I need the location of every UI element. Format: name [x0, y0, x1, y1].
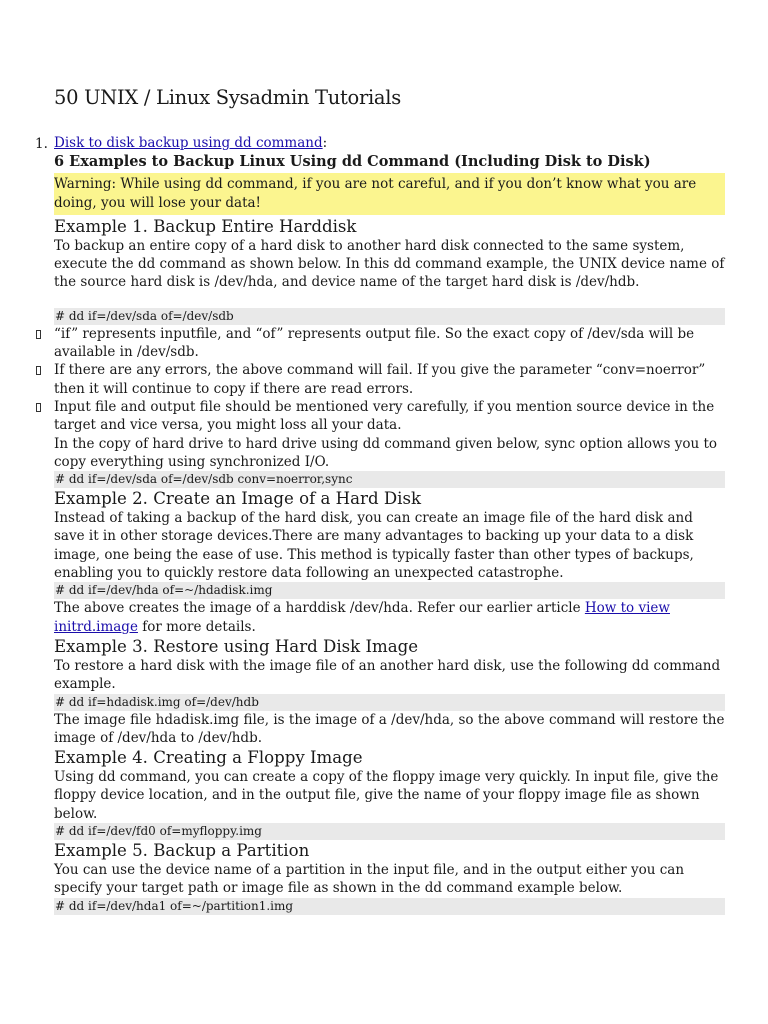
- example-3-intro: To restore a hard disk with the image file of an another hard disk, use the following dd command example.: [54, 657, 721, 693]
- warning-box: Warning: While using dd command, if you are not careful, and if you don’t know what you are doing, you will lose your data!: [54, 173, 725, 215]
- example-4-intro: Using dd command, you can create a copy of the floppy image very quickly. In input file, give the floppy device location, and in the output file, give the name of your floppy image file as shown below.: [54, 769, 719, 822]
- example-3-heading: Example 3. Restore using Hard Disk Image: [54, 636, 419, 656]
- spacer: [54, 292, 725, 308]
- bullet-icon: [36, 366, 41, 375]
- example-4-code: # dd if=/dev/fd0 of=myfloppy.img: [54, 823, 725, 840]
- example-1-code: # dd if=/dev/sda of=/dev/sdb: [54, 308, 725, 325]
- link-colon: :: [322, 135, 328, 151]
- example-3-after: The image file hdadisk.img file, is the image of a /dev/hda, so the above command will restore the image of /dev/hda to /dev/hdb.: [54, 711, 725, 746]
- bullet-icon: [36, 330, 41, 339]
- list-number: 1.: [35, 136, 48, 152]
- article-subtitle: 6 Examples to Backup Linux Using dd Command (Including Disk to Disk): [54, 153, 651, 171]
- example-2-after: [54, 599, 725, 636]
- example-1-code-sync: # dd if=/dev/sda of=/dev/sdb conv=noerror,sync: [54, 471, 725, 488]
- example-3-code: # dd if=hdadisk.img of=/dev/hdb: [54, 694, 725, 711]
- tutorial-link[interactable]: Disk to disk backup using dd command: [54, 135, 323, 151]
- list-item-line: [54, 134, 725, 152]
- initrd-article-link[interactable]: How to view initrd.image: [54, 600, 670, 635]
- example-2-after-prefix: The above creates the image of a harddisk /dev/hda. Refer our earlier article: [54, 600, 585, 617]
- example-2-code: # dd if=/dev/hda of=~/hdadisk.img: [54, 582, 725, 599]
- example-5-heading: Example 5. Backup a Partition: [54, 841, 310, 861]
- bullet-item: [54, 361, 725, 398]
- bullet-text: Input file and output file should be mentioned very carefully, if you mention source device in the target and vice versa, you might loss all your data.: [54, 398, 715, 434]
- document-title: 50 UNIX / Linux Sysadmin Tutorials: [54, 86, 401, 109]
- example-1-heading: Example 1. Backup Entire Harddisk: [54, 216, 357, 236]
- document-content: [35, 134, 725, 915]
- example-5-code: # dd if=/dev/hda1 of=~/partition1.img: [54, 898, 725, 915]
- example-2-intro: Instead of taking a backup of the hard disk, you can create an image file of the hard disk and save it in other storage devices.There are many advantages to backing up your data to a disk image, one being the ease of use. This method is typically faster than other types of backups, enabling you to quickly restore data following an unexpected catastrophe.: [54, 510, 694, 582]
- bullet-icon: [36, 403, 41, 412]
- bullet-item: [54, 398, 725, 435]
- list-item: [35, 134, 725, 152]
- example-2-after-suffix: for more details.: [137, 618, 256, 635]
- example-1-intro: To backup an entire copy of a hard disk to another hard disk connected to the same system, execute the dd command as shown below. In this dd command example, the UNIX device name of the source hard disk is /dev/hda, and device name of the target hard disk is /dev/hdb.: [54, 237, 725, 291]
- example-5-intro: You can use the device name of a partition in the input file, and in the output either you can specify your target path or image file as shown in the dd command example below.: [54, 862, 685, 897]
- bullet-text: If there are any errors, the above command will fail. If you give the parameter “conv=noerror” then it will continue to copy if there are read errors.: [54, 362, 706, 397]
- example-4-heading: Example 4. Creating a Floppy Image: [54, 748, 363, 768]
- bullet-text: “if” represents inputfile, and “of” represents output file. So the exact copy of /dev/sda will be available in /dev/sdb.: [54, 325, 695, 361]
- example-2-heading: Example 2. Create an Image of a Hard Disk: [54, 489, 422, 509]
- bullet-item: [54, 325, 725, 362]
- example-1-after: In the copy of hard drive to hard drive using dd command given below, sync option allows you to copy everything using synchronized I/O.: [54, 435, 718, 470]
